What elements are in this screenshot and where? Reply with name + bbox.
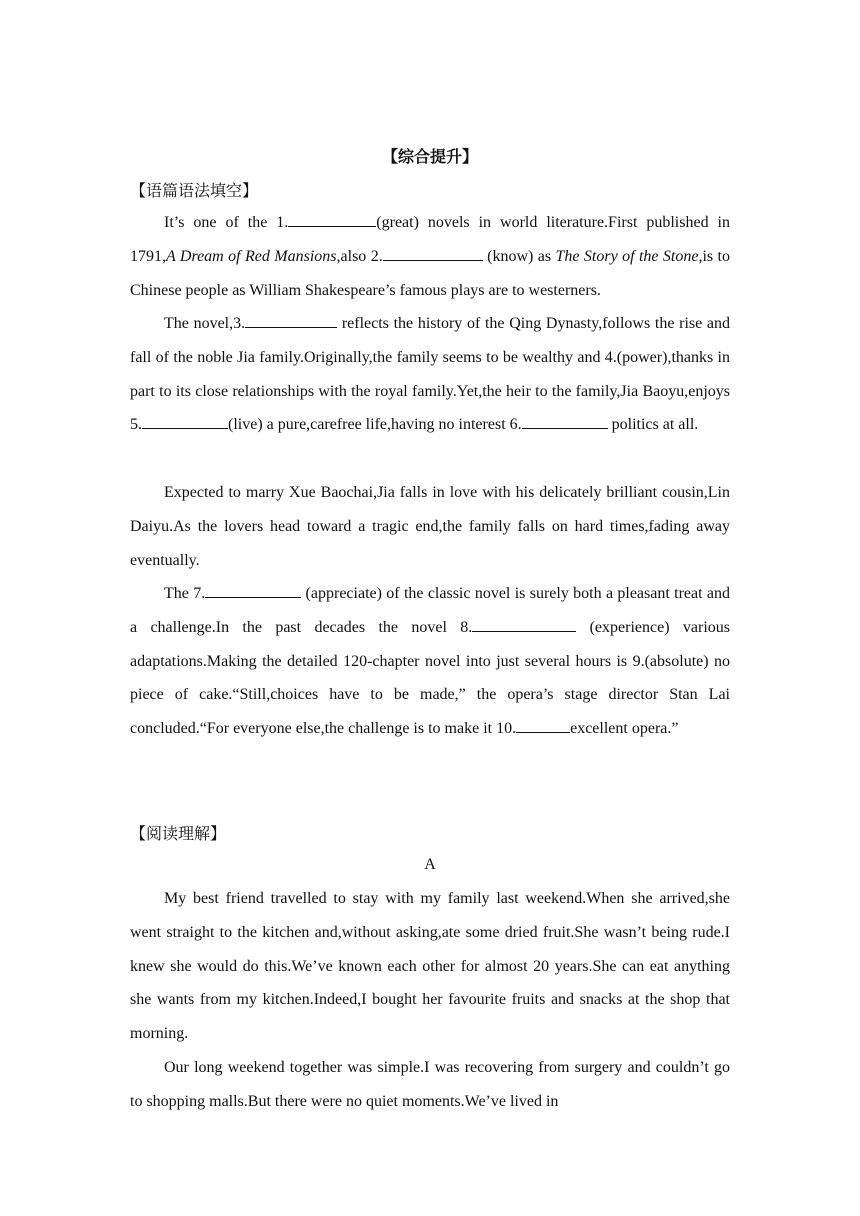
p2-text-d: (live) a pure,carefree life,having no interest 6. — [228, 416, 522, 434]
p3-text: Expected to marry Xue Baochai,Jia falls in love with his delicately brilliant cousin,Lin Daiyu.As the lovers head toward a tragic end,the family falls on hard times,fading away eventually. — [130, 484, 730, 569]
paragraph-1 — [130, 206, 730, 307]
passage-label: A — [424, 856, 436, 873]
p1-text-a: It’s one of the 1. — [164, 214, 289, 231]
paragraph-2 — [130, 307, 730, 442]
p2-text-c: (power),thanks in part to its close relationships with the royal family.Yet,the heir to the family,Jia Baoyu,enjoys 5. — [130, 348, 730, 434]
p4-text-e: excellent opera.” — [570, 720, 679, 738]
blank-5[interactable] — [142, 414, 228, 429]
p2-text-b: reflects the history of the Qing Dynasty,follows the rise and fall of the noble Jia family.Originally,the family seems to be wealthy and 4. — [130, 315, 731, 366]
p1-text-d: ,also 2. — [336, 247, 383, 265]
p4-text-b: (appreciate) of the classic novel is surely both a pleasant treat and a challenge.In the past decades the novel 8. — [130, 585, 731, 636]
paragraph-5 — [130, 882, 730, 1051]
blank-8[interactable] — [472, 617, 576, 632]
section-heading-grammar: 【语篇语法填空】 — [130, 181, 259, 200]
p4-text-d: (absolute) no piece of cake.“Still,choices have to be made,” the opera’s stage director Stan Lai concluded.“For everyone else,the challenge is to make it 10. — [130, 652, 730, 738]
p2-text-a: The novel,3. — [164, 315, 246, 332]
p4-text-c: (experience) various adaptations.Making the detailed 120-chapter novel into just several hours is 9. — [130, 618, 730, 670]
blank-3[interactable] — [245, 313, 337, 328]
paragraph-6 — [130, 1051, 730, 1119]
p5-text: My best friend travelled to stay with my family last weekend.When she arrived,she went straight to the kitchen and,without asking,ate some dried fruit.She wasn’t being rude.I knew she would do this.We’ve known each other for almost 20 years.She can eat anything she wants from my kitchen.Indeed,I bought her favourite fruits and snacks at the shop that morning. — [130, 890, 730, 1043]
p1-text-b: (great) novels in world literature.First published in 1791, — [130, 214, 730, 265]
paragraph-3 — [130, 476, 730, 577]
blank-7[interactable] — [205, 583, 301, 598]
paragraph-4 — [130, 577, 730, 746]
blank-10[interactable] — [516, 718, 570, 733]
p1-alt-title: The Story of the Stone — [555, 247, 699, 265]
page-title: 【综合提升】 — [381, 147, 478, 166]
p4-text-a: The 7. — [164, 585, 206, 602]
blank-2[interactable] — [383, 246, 483, 261]
p2-text-e: politics at all. — [607, 416, 699, 434]
blank-1[interactable] — [288, 212, 376, 227]
p1-book-title: A Dream of Red Mansions — [166, 247, 337, 265]
blank-6[interactable] — [522, 414, 608, 429]
section-heading-reading: 【阅读理解】 — [130, 824, 227, 843]
p1-text-g: ,is to Chinese people as William Shakespeare’s famous plays are to westerners. — [130, 247, 730, 299]
p6-text: Our long weekend together was simple.I was recovering from surgery and couldn’t go to shopping malls.But there were no quiet moments.We’ve lived in — [130, 1059, 730, 1110]
p1-text-e: (know) as — [482, 247, 556, 265]
